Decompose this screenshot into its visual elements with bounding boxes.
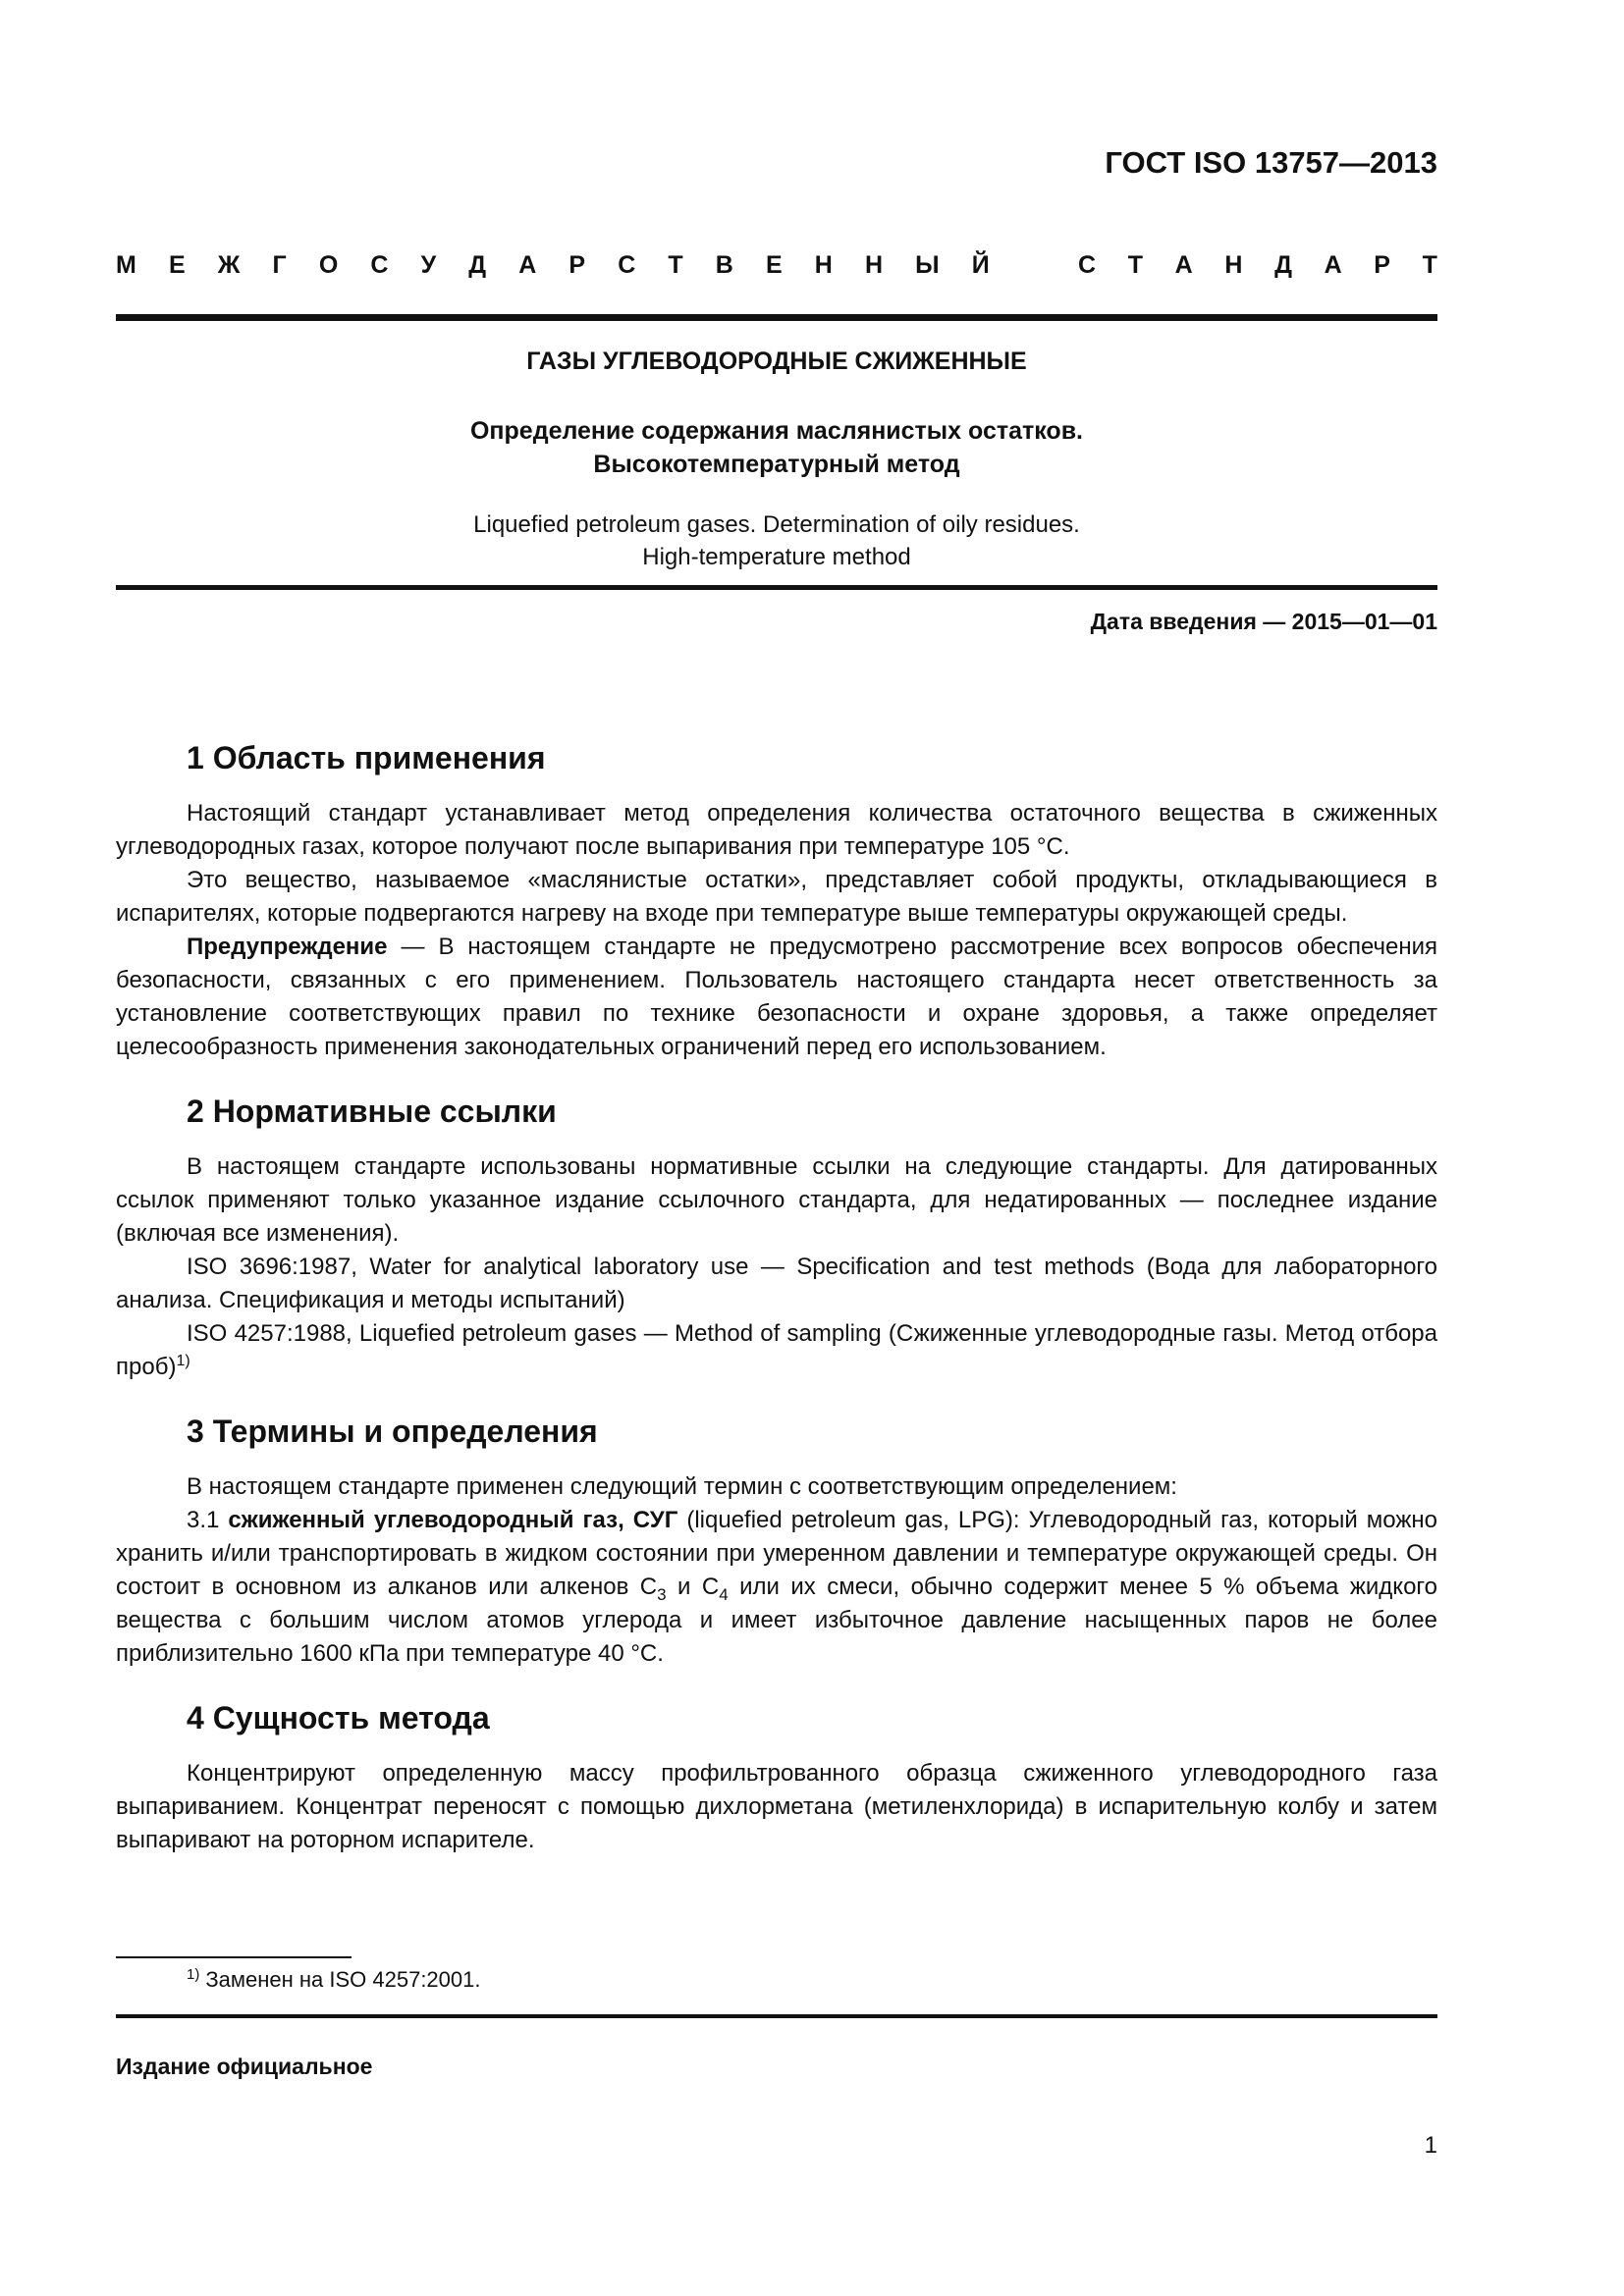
introduction-date: Дата введения — 2015—01—01	[1090, 609, 1437, 634]
subscript: 3	[657, 1585, 667, 1604]
spaced-letter: Д	[1274, 251, 1292, 279]
standard-word	[1078, 251, 1437, 280]
spaced-letter: А	[518, 251, 537, 279]
term-name: сжиженный углеводородный газ, СУГ	[228, 1507, 678, 1533]
title-rule	[116, 585, 1437, 590]
spaced-letter: Т	[1422, 251, 1437, 279]
section-heading-terms: 3 Термины и определения	[187, 1414, 598, 1449]
footnote-reference: 1)	[176, 1353, 190, 1369]
english-title-line: Liquefied petroleum gases. Determination of oily residues.	[473, 511, 1080, 538]
term-number: 3.1	[187, 1507, 229, 1533]
document-subtitle	[116, 414, 1437, 481]
paragraph: В настоящем стандарте использованы нормативные ссылки на следующие стандарты. Для датированных ссылок применяют только указанное издание ссылочного стандарта, для недатированных — последнее издание (включая все изменения).	[116, 1153, 1437, 1247]
term-text: (liquefied petroleum gas, LPG): Углеводородный газ, который можно хранить и/или транспортировать в жидком состоянии при умеренном давлении и температуре окружающей среды. Он состоит в основном из алканов или алкенов С	[116, 1507, 1437, 1600]
english-title	[116, 508, 1437, 573]
reference-text: ISO 4257:1988, Liquefied petroleum gases — Method of sampling (Сжиженные углеводородные газы. Метод отбора проб)	[116, 1320, 1437, 1380]
reference-item	[116, 1317, 1437, 1384]
subtitle-line: Определение содержания маслянистых остатков.	[469, 417, 1084, 445]
spaced-letter: Н	[814, 251, 833, 279]
interstate-word	[116, 251, 990, 280]
spaced-letter: А	[1324, 251, 1342, 279]
spaced-letter: Р	[1374, 251, 1390, 279]
official-edition-label: Издание официальное	[116, 2054, 373, 2079]
section-heading-method-principle: 4 Сущность метода	[187, 1700, 490, 1735]
header-rule	[116, 314, 1437, 321]
paragraph: Концентрируют определенную массу профильтрованного образца сжиженного углеводородного газа выпариванием. Концентрат переносят с помощью дихлорметана (метиленхлорида) в испарительную колбу и затем выпаривают на роторном испарителе.	[116, 1760, 1437, 1853]
spaced-letter: Е	[168, 251, 186, 279]
spaced-letter: В	[715, 251, 733, 279]
spaced-letter: М	[116, 251, 136, 279]
spaced-letter: Т	[1127, 251, 1143, 279]
subtitle-line: Высокотемпературный метод	[593, 451, 960, 478]
spaced-letter: А	[1174, 251, 1193, 279]
paragraph: В настоящем стандарте применен следующий термин с соответствующим определением:	[187, 1473, 1177, 1500]
spaced-letter: У	[420, 251, 437, 279]
warning-text: — В настоящем стандарте не предусмотрено рассмотрение всех вопросов обеспечения безопасности, связанных с его применением. Пользователь настоящего стандарта несет ответственность за установление соответствующих правил по технике безопасности и охране здоровья, а также определяет целесообразность применения законодательных ограничений перед его использованием.	[116, 934, 1437, 1060]
document-designation: ГОСТ ISO 13757—2013	[1105, 145, 1437, 180]
spaced-letter: Н	[1224, 251, 1243, 279]
english-title-line: High-temperature method	[642, 544, 911, 570]
spaced-letter: Е	[765, 251, 783, 279]
document-body	[116, 738, 1437, 1857]
footer-rule	[116, 2014, 1437, 2018]
footnote-text: Заменен на ISO 4257:2001.	[205, 1967, 481, 1992]
spaced-letter: Т	[668, 251, 683, 279]
term-definition	[116, 1504, 1437, 1671]
warning-paragraph	[116, 931, 1437, 1064]
spaced-letter: Н	[864, 251, 884, 279]
footnote	[187, 1967, 481, 1993]
paragraph: Это вещество, называемое «маслянистые остатки», представляет собой продукты, откладывающиеся в испарителях, которые подвергаются нагреву на входе при температуре выше температуры окружающей среды.	[116, 867, 1437, 927]
spaced-letter: Д	[468, 251, 487, 279]
section-heading-normative-references: 2 Нормативные ссылки	[187, 1094, 557, 1129]
warning-label: Предупреждение	[187, 934, 388, 960]
section-heading-scope: 1 Область применения	[187, 740, 546, 775]
term-text: и С	[666, 1574, 720, 1600]
term-text: или их смеси, обычно содержит менее 5 % объема жидкого вещества с большим числом атомов углерода и имеет избыточное давление насыщенных паров не более приблизительно 1600 кПа при температуре 40 °С.	[116, 1574, 1437, 1667]
spaced-letter: Ж	[217, 251, 241, 279]
spaced-letter: Р	[568, 251, 586, 279]
spaced-letter: Ы	[915, 251, 940, 279]
reference-item: ISO 3696:1987, Water for analytical laboratory use — Specification and test methods (Вода для лабораторного анализа. Спецификация и методы испытаний)	[116, 1254, 1437, 1313]
page-number: 1	[1424, 2132, 1437, 2159]
spaced-letter: С	[618, 251, 636, 279]
spaced-letter: О	[318, 251, 339, 279]
document-title: ГАЗЫ УГЛЕВОДОРОДНЫЕ СЖИЖЕННЫЕ	[526, 347, 1027, 375]
footnote-separator	[116, 1956, 352, 1958]
paragraph: Настоящий стандарт устанавливает метод определения количества остаточного вещества в сжиженных углеводородных газах, которое получают после выпаривания при температуре 105 °С.	[116, 800, 1437, 860]
spaced-letter: С	[1078, 251, 1097, 279]
interstate-standard-banner	[116, 251, 1437, 280]
spaced-letter: С	[370, 251, 389, 279]
spaced-letter: Г	[272, 251, 287, 279]
footnote-marker: 1)	[187, 1966, 200, 1983]
spaced-letter: Й	[971, 251, 990, 279]
subscript: 4	[719, 1585, 729, 1604]
